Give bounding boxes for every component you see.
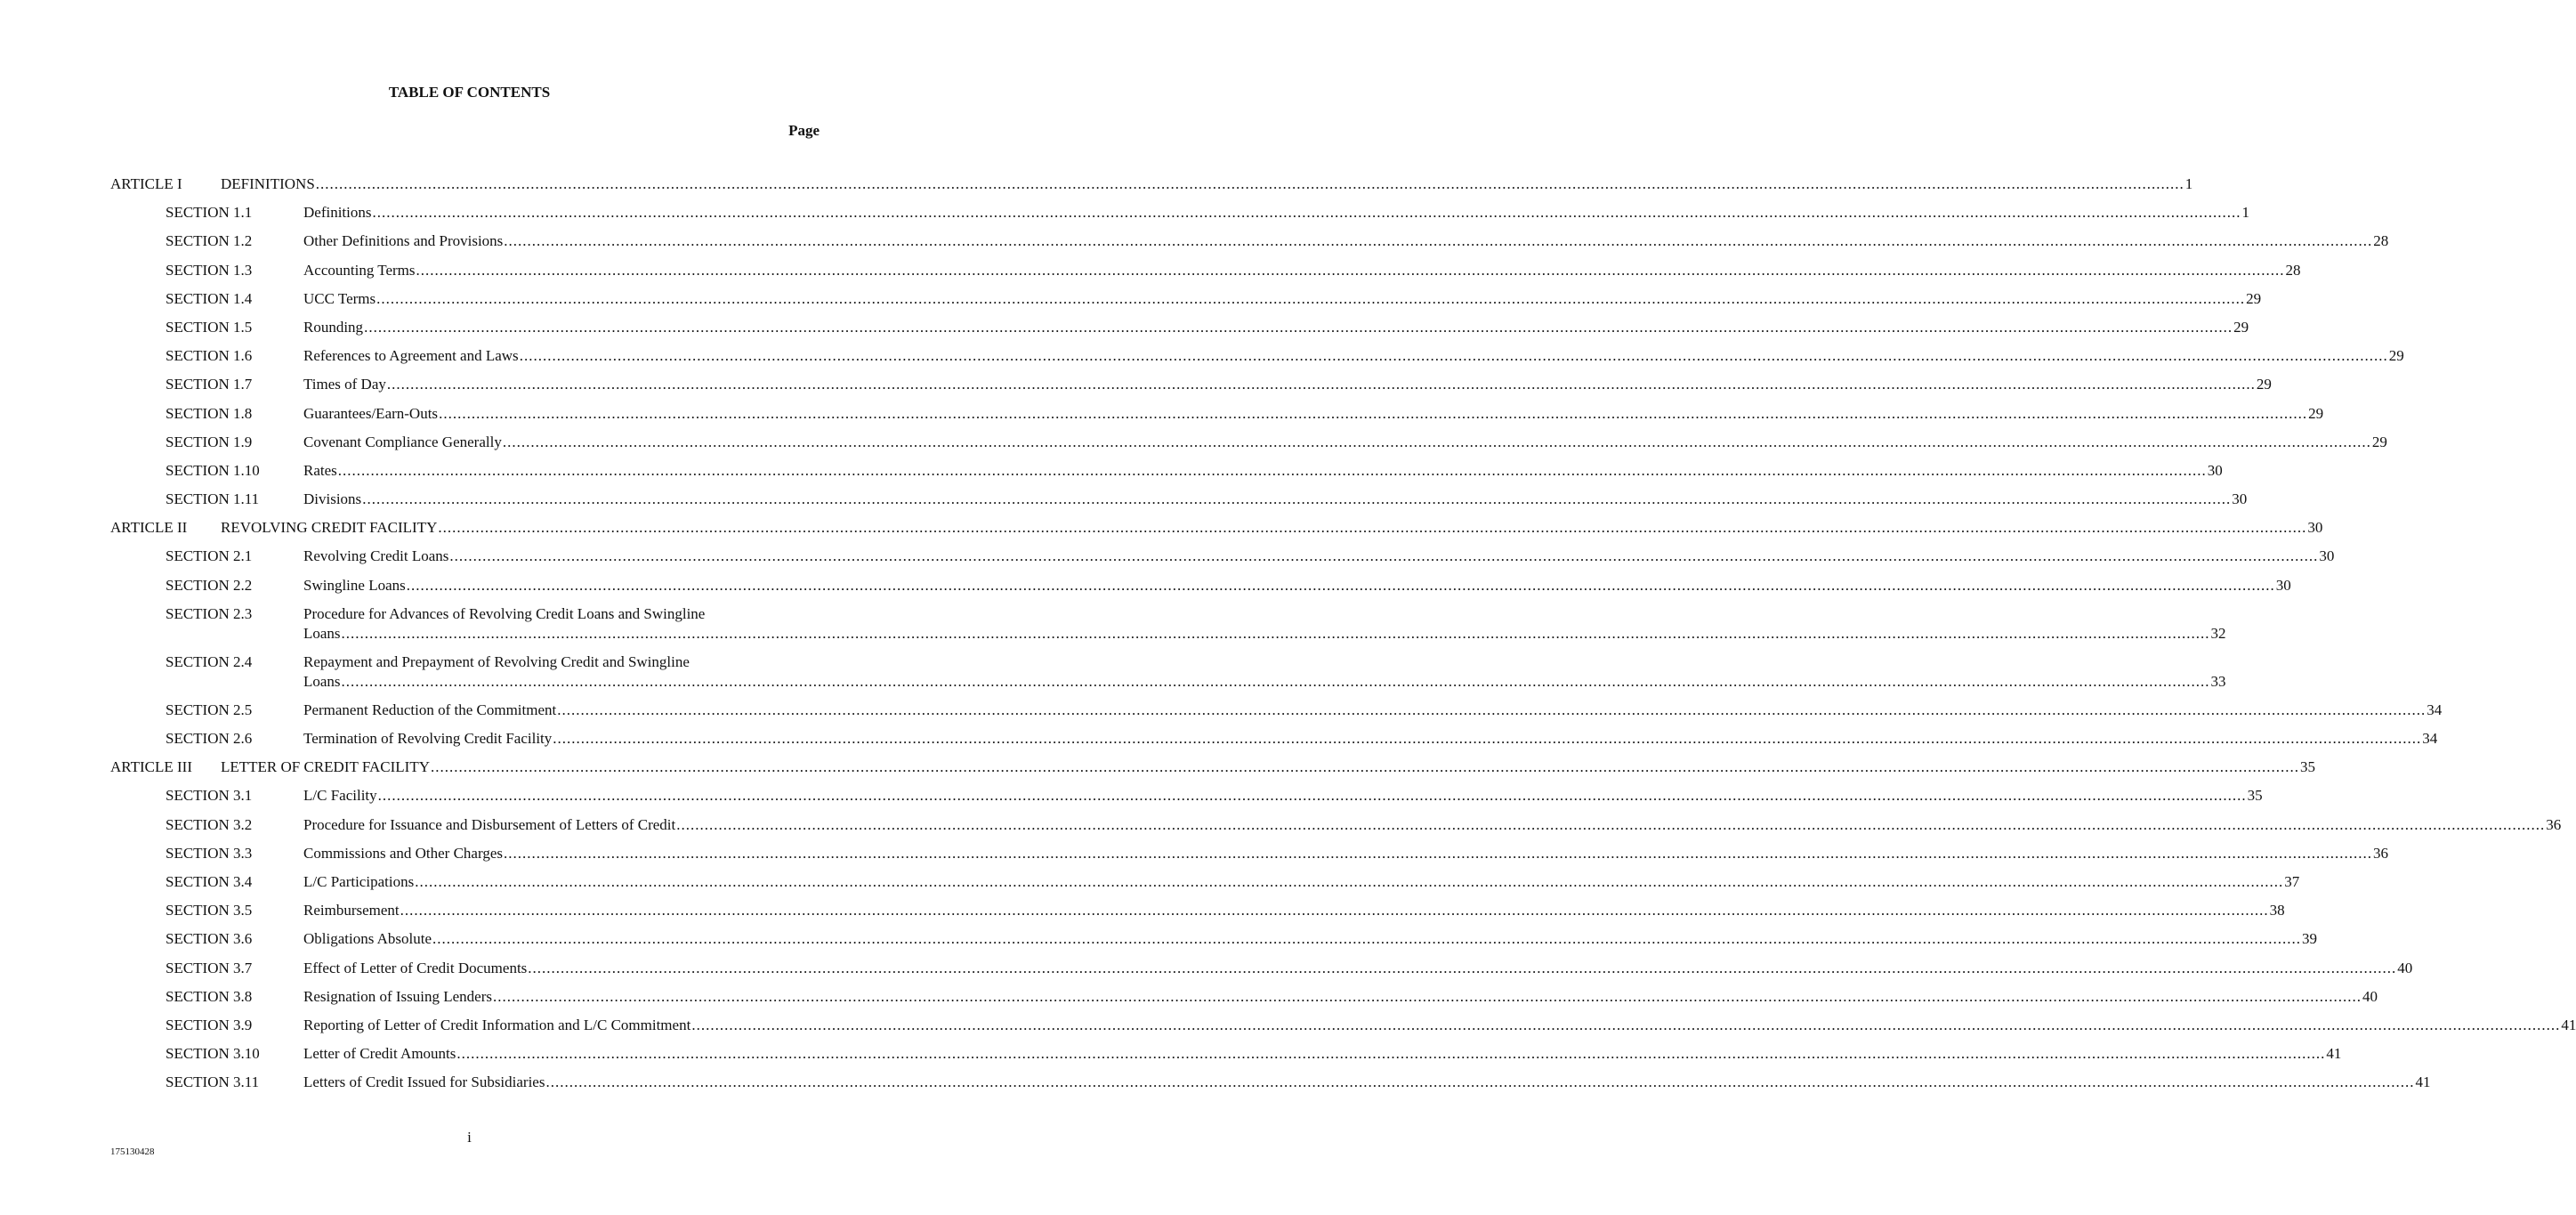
dot-leader: ................................................................................................................................................................................................................................................................................................................................................................................................................ [372,204,2241,222]
toc-section-entry [0,987,2378,1016]
toc-entry-number: SECTION 3.2 [166,815,253,833]
toc-entry-number: SECTION 1.10 [166,461,260,479]
toc-entry-number: SECTION 2.5 [166,701,253,718]
toc-section-entry [0,318,2249,346]
toc-entry-number: SECTION 1.9 [166,433,253,450]
dot-leader: ................................................................................................................................................................................................................................................................................................................................................................................................................ [493,987,2362,1005]
toc-entry-title: Loans [303,624,341,642]
toc-entry-title: Letters of Credit Issued for Subsidiaries [303,1073,545,1091]
toc-entry-page: 30 [2319,547,2335,565]
toc-entry-title: Times of Day [303,376,386,393]
toc-entry-number: SECTION 1.4 [166,289,253,307]
toc-section-entry [0,815,2562,844]
toc-entry-page: 1 [2184,175,2193,192]
toc-entry-number: SECTION 3.7 [166,959,253,976]
toc-entry-line [303,231,2389,251]
table-of-contents [0,174,2576,1101]
toc-entry-line [303,433,2387,452]
toc-entry-title: LETTER OF CREDIT FACILITY [221,758,430,776]
toc-entry-page: 28 [2373,232,2389,250]
toc-entry-title: Other Definitions and Provisions [303,232,504,250]
toc-entry-line [303,1073,2431,1092]
toc-entry-number: SECTION 2.6 [166,730,253,747]
toc-entry-page: 30 [2232,490,2248,508]
toc-entry-title: Revolving Credit Loans [303,547,449,565]
toc-entry-title: Covenant Compliance Generally [303,433,502,450]
toc-entry-line [303,203,2249,223]
toc-entry-title: L/C Facility [303,787,377,805]
toc-entry-title: References to Agreement and Laws [303,347,519,365]
toc-entry-line [303,959,2413,978]
toc-entry-page: 28 [2285,261,2301,279]
dot-leader: ................................................................................................................................................................................................................................................................................................................................................................................................................ [545,1073,2415,1091]
toc-section-entry [0,576,2291,604]
toc-entry-title: UCC Terms [303,289,376,307]
toc-entry-title: Rates [303,461,337,479]
dot-leader: ................................................................................................................................................................................................................................................................................................................................................................................................................ [315,175,2184,192]
toc-entry-title-line1: Procedure for Advances of Revolving Credit Loans and Swingline [303,604,706,622]
toc-entry-line [303,872,2300,892]
page-number: i [467,1129,472,1146]
dot-leader: ................................................................................................................................................................................................................................................................................................................................................................................................................ [676,815,2546,833]
toc-entry-page: 35 [2247,787,2263,805]
toc-section-entry [0,461,2223,490]
toc-entry-line [303,786,2263,806]
toc-section-entry [0,1073,2431,1101]
toc-entry-line [303,1016,2576,1035]
toc-entry-page: 29 [2246,289,2262,307]
toc-entry-number: SECTION 1.8 [166,404,253,422]
toc-entry-page: 34 [2422,730,2438,747]
toc-section-entry [0,433,2387,461]
toc-entry-title: Divisions [303,490,362,508]
toc-entry-title: L/C Participations [303,872,415,890]
page-column-header: Page [788,122,820,139]
toc-entry-line [221,174,2193,194]
toc-entry-number: SECTION 1.7 [166,376,253,393]
dot-leader: ................................................................................................................................................................................................................................................................................................................................................................................................................ [449,547,2319,565]
dot-leader: ................................................................................................................................................................................................................................................................................................................................................................................................................ [341,672,2210,690]
toc-entry-line [303,729,2438,749]
toc-entry-page: 29 [2256,376,2272,393]
toc-entry-title: Letter of Credit Amounts [303,1045,456,1063]
toc-entry-line [303,901,2285,920]
toc-entry-title: Reimbursement [303,902,400,919]
toc-entry-number: SECTION 1.3 [166,261,253,279]
toc-section-entry [0,786,2263,814]
toc-article-entry [0,757,2315,786]
toc-entry-line [303,987,2378,1007]
toc-entry-number: SECTION 1.11 [166,490,260,508]
toc-entry-line [303,375,2272,394]
toc-entry-number: SECTION 3.5 [166,902,253,919]
toc-section-entry [0,346,2404,375]
toc-entry-title: Swingline Loans [303,576,406,594]
toc-entry-page: 1 [2241,204,2249,222]
toc-section-entry [0,872,2300,901]
toc-entry-title: Definitions [303,204,372,222]
toc-entry-number: SECTION 1.1 [166,204,253,222]
toc-entry-title: Reporting of Letter of Credit Information and L/C Commitment [303,1016,691,1033]
toc-entry-number: SECTION 3.1 [166,787,253,805]
toc-entry-page: 30 [2275,576,2291,594]
toc-entry-line [303,261,2301,280]
toc-title: TABLE OF CONTENTS [388,84,551,101]
toc-entry-number: SECTION 3.8 [166,987,253,1005]
dot-leader: ................................................................................................................................................................................................................................................................................................................................................................................................................ [362,490,2232,508]
toc-entry-title: Effect of Letter of Credit Documents [303,959,528,976]
toc-entry-page: 35 [2300,758,2315,776]
toc-entry-number: SECTION 2.4 [166,652,253,670]
toc-entry-line [221,518,2323,538]
toc-entry-line [303,490,2248,509]
toc-section-entry [0,701,2443,729]
toc-entry-line [303,576,2291,595]
toc-entry-number: SECTION 3.9 [166,1016,253,1033]
dot-leader: ................................................................................................................................................................................................................................................................................................................................................................................................................ [438,519,2307,537]
toc-entry-line [303,672,2226,692]
dot-leader: ................................................................................................................................................................................................................................................................................................................................................................................................................ [456,1045,2326,1063]
toc-article-entry [0,518,2323,547]
toc-entry-line [303,461,2223,481]
dot-leader: ................................................................................................................................................................................................................................................................................................................................................................................................................ [431,758,2299,776]
toc-entry-number: SECTION 1.6 [166,347,253,365]
toc-entry-number: ARTICLE I [110,175,182,192]
dot-leader: ................................................................................................................................................................................................................................................................................................................................................................................................................ [553,730,2422,747]
toc-section-entry [0,901,2285,929]
dot-leader: ................................................................................................................................................................................................................................................................................................................................................................................................................ [519,347,2388,365]
toc-entry-page: 34 [2427,701,2443,718]
dot-leader: ................................................................................................................................................................................................................................................................................................................................................................................................................ [528,959,2397,976]
toc-entry-line [221,757,2315,777]
toc-section-entry [0,604,2226,652]
dot-leader: ................................................................................................................................................................................................................................................................................................................................................................................................................ [416,261,2285,279]
toc-entry-title-line1: Repayment and Prepayment of Revolving Credit and Swingline [303,652,690,670]
toc-section-entry [0,261,2301,289]
toc-section-entry [0,203,2249,231]
toc-entry-title: Permanent Reduction of the Commitment [303,701,557,718]
toc-entry-page: 30 [2307,519,2323,537]
toc-entry-page: 37 [2284,872,2300,890]
toc-entry-page: 41 [2561,1016,2576,1033]
dot-leader: ................................................................................................................................................................................................................................................................................................................................................................................................................ [504,232,2373,250]
toc-section-entry [0,652,2226,701]
toc-entry-number: SECTION 2.3 [166,604,253,622]
dot-leader: ................................................................................................................................................................................................................................................................................................................................................................................................................ [341,624,2210,642]
toc-entry-line [303,624,2226,644]
toc-entry-number: SECTION 2.1 [166,547,253,565]
dot-leader: ................................................................................................................................................................................................................................................................................................................................................................................................................ [439,404,2308,422]
dot-leader: ................................................................................................................................................................................................................................................................................................................................................................................................................ [557,701,2427,718]
toc-entry-number: ARTICLE III [110,758,192,776]
toc-entry-page: 38 [2269,902,2285,919]
toc-entry-page: 39 [2302,930,2318,948]
toc-entry-page: 36 [2372,844,2388,862]
toc-entry-title: Resignation of Issuing Lenders [303,987,492,1005]
dot-leader: ................................................................................................................................................................................................................................................................................................................................................................................................................ [400,902,2269,919]
toc-entry-title: Obligations Absolute [303,930,432,948]
toc-entry-title: Loans [303,672,341,690]
toc-section-entry [0,1044,2342,1073]
toc-entry-number: SECTION 2.2 [166,576,253,594]
dot-leader: ................................................................................................................................................................................................................................................................................................................................................................................................................ [386,376,2256,393]
toc-section-entry [0,1016,2576,1044]
toc-entry-title: Termination of Revolving Credit Facility [303,730,553,747]
document-id: 175130428 [110,1146,155,1157]
toc-entry-title: Rounding [303,318,364,336]
toc-entry-number: SECTION 1.2 [166,232,253,250]
toc-entry-page: 32 [2210,624,2226,642]
toc-entry-number: SECTION 1.5 [166,318,253,336]
toc-entry-page: 41 [2326,1045,2342,1063]
dot-leader: ................................................................................................................................................................................................................................................................................................................................................................................................................ [432,930,2302,948]
toc-entry-line [303,815,2562,835]
toc-section-entry [0,844,2388,872]
toc-section-entry [0,490,2248,518]
toc-entry-page: 29 [2233,318,2249,336]
toc-entry-line [303,547,2335,566]
toc-entry-line [303,929,2318,949]
dot-leader: ................................................................................................................................................................................................................................................................................................................................................................................................................ [376,289,2246,307]
toc-entry-number: SECTION 3.10 [166,1045,260,1063]
toc-entry-number: SECTION 3.4 [166,872,253,890]
dot-leader: ................................................................................................................................................................................................................................................................................................................................................................................................................ [406,576,2275,594]
toc-entry-line [303,1044,2342,1064]
toc-section-entry [0,375,2272,403]
toc-entry-page: 33 [2210,672,2226,690]
toc-section-entry [0,729,2438,757]
toc-entry-page: 30 [2207,461,2223,479]
toc-entry-page: 29 [2308,404,2324,422]
toc-section-entry [0,929,2318,958]
toc-entry-number: SECTION 3.3 [166,844,253,862]
toc-article-entry [0,174,2193,203]
toc-entry-title: Commissions and Other Charges [303,844,503,862]
toc-section-entry [0,959,2413,987]
toc-entry-page: 40 [2362,987,2378,1005]
dot-leader: ................................................................................................................................................................................................................................................................................................................................................................................................................ [502,433,2371,450]
toc-entry-line [303,318,2249,337]
toc-entry-page: 41 [2415,1073,2431,1091]
toc-entry-number: SECTION 3.6 [166,930,253,948]
dot-leader: ................................................................................................................................................................................................................................................................................................................................................................................................................ [503,844,2372,862]
toc-entry-line [303,289,2262,309]
toc-entry-line [303,701,2443,720]
toc-entry-title: DEFINITIONS [221,175,315,192]
toc-entry-title: Guarantees/Earn-Outs [303,404,439,422]
toc-entry-page: 29 [2371,433,2387,450]
dot-leader: ................................................................................................................................................................................................................................................................................................................................................................................................................ [337,461,2207,479]
toc-entry-line [303,346,2404,366]
toc-entry-page: 29 [2388,347,2404,365]
dot-leader: ................................................................................................................................................................................................................................................................................................................................................................................................................ [691,1016,2561,1033]
toc-entry-number: SECTION 3.11 [166,1073,260,1091]
toc-entry-title: Accounting Terms [303,261,416,279]
toc-entry-title: Procedure for Issuance and Disbursement of Letters of Credit [303,815,676,833]
toc-section-entry [0,404,2324,433]
toc-entry-number: ARTICLE II [110,519,188,537]
toc-section-entry [0,231,2389,260]
dot-leader: ................................................................................................................................................................................................................................................................................................................................................................................................................ [364,318,2233,336]
toc-entry-line [303,844,2388,863]
toc-entry-page: 40 [2397,959,2413,976]
toc-entry-page: 36 [2546,815,2562,833]
dot-leader: ................................................................................................................................................................................................................................................................................................................................................................................................................ [377,787,2247,805]
toc-section-entry [0,547,2335,575]
toc-entry-line [303,404,2324,424]
toc-section-entry [0,289,2262,318]
toc-entry-title: REVOLVING CREDIT FACILITY [221,519,438,537]
dot-leader: ................................................................................................................................................................................................................................................................................................................................................................................................................ [415,872,2284,890]
